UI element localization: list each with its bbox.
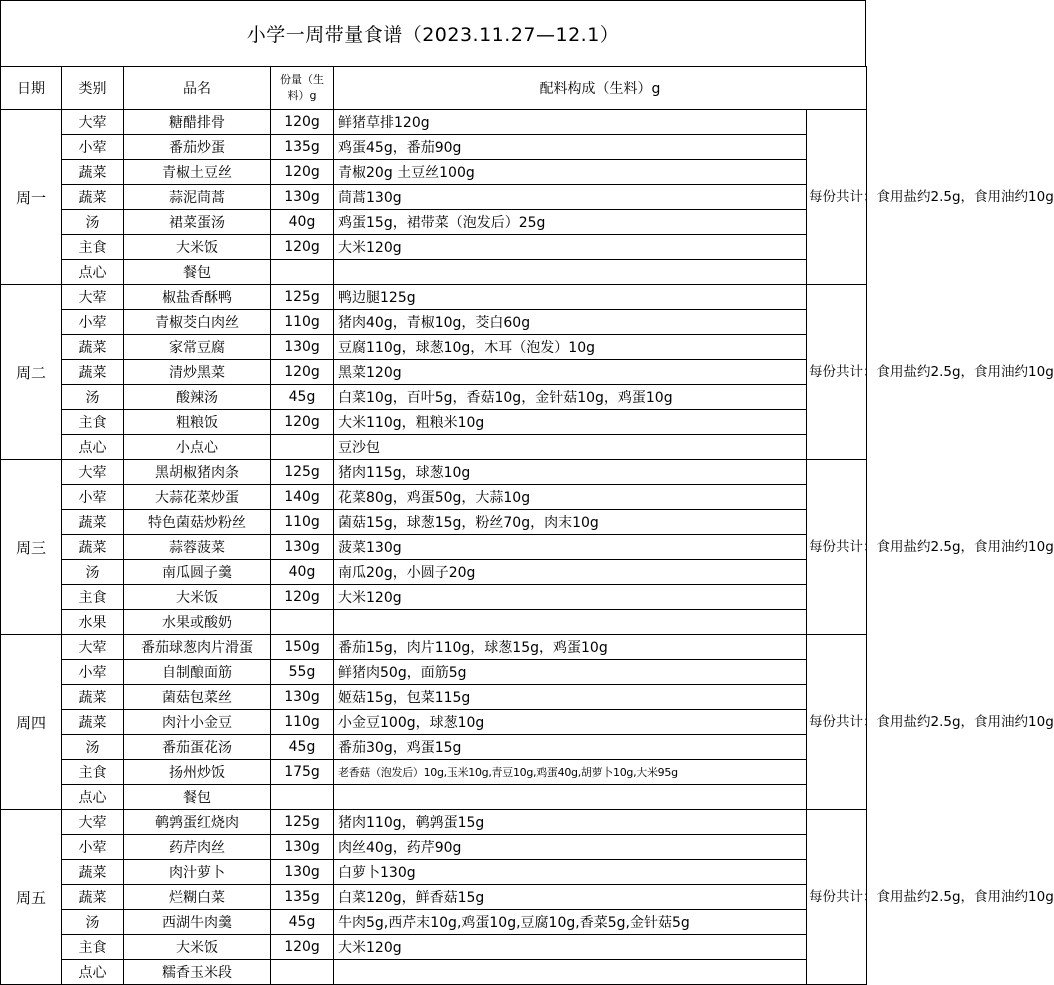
quantity-cell (271, 785, 334, 810)
ingredients-cell: 肉丝40g，药芹90g (334, 835, 807, 860)
header-quantity-line1: 份量（生 (280, 73, 324, 86)
dish-name-cell: 自制酿面筋 (124, 660, 271, 685)
quantity-cell: 45g (271, 735, 334, 760)
dish-name-cell: 扬州炒饭 (124, 760, 271, 785)
table-row (1, 535, 867, 560)
quantity-cell: 120g (271, 360, 334, 385)
ingredients-cell: 豆沙包 (334, 435, 807, 460)
dish-name-cell: 南瓜圆子羹 (124, 560, 271, 585)
table-row (1, 810, 867, 835)
ingredients-cell: 小金豆100g，球葱10g (334, 710, 807, 735)
dish-name-cell: 酸辣汤 (124, 385, 271, 410)
ingredients-cell: 番茄30g，鸡蛋15g (334, 735, 807, 760)
category-cell: 点心 (62, 960, 124, 985)
ingredients-cell (334, 610, 807, 635)
table-row (1, 585, 867, 610)
table-row (1, 460, 867, 485)
category-cell: 小荤 (62, 135, 124, 160)
table-row (1, 760, 867, 785)
quantity-cell: 130g (271, 535, 334, 560)
category-cell: 汤 (62, 210, 124, 235)
day-label: 周三 (1, 460, 62, 635)
ingredients-cell: 菌菇15g，球葱15g，粉丝70g，肉末10g (334, 510, 807, 535)
quantity-cell: 130g (271, 335, 334, 360)
category-cell: 主食 (62, 935, 124, 960)
category-cell: 大荤 (62, 460, 124, 485)
table-row (1, 385, 867, 410)
dish-name-cell: 番茄炒蛋 (124, 135, 271, 160)
category-cell: 主食 (62, 235, 124, 260)
category-cell: 小荤 (62, 835, 124, 860)
quantity-cell: 125g (271, 285, 334, 310)
dish-name-cell: 特色菌菇炒粉丝 (124, 510, 271, 535)
category-cell: 蔬菜 (62, 335, 124, 360)
quantity-cell: 175g (271, 760, 334, 785)
ingredients-cell: 鲜猪肉50g，面筋5g (334, 660, 807, 685)
dish-name-cell: 青椒土豆丝 (124, 160, 271, 185)
nutrition-note: 每份共计：食用盐约2.5g，食用油约10g (807, 460, 867, 635)
table-row (1, 635, 867, 660)
dish-name-cell: 鹌鹑蛋红烧肉 (124, 810, 271, 835)
quantity-cell: 150g (271, 635, 334, 660)
ingredients-cell: 姬菇15g，包菜115g (334, 685, 807, 710)
ingredients-cell (334, 260, 807, 285)
quantity-cell: 120g (271, 110, 334, 135)
ingredients-cell: 白菜10g，百叶5g，香菇10g，金针菇10g，鸡蛋10g (334, 385, 807, 410)
category-cell: 大荤 (62, 110, 124, 135)
ingredients-cell: 鸡蛋45g，番茄90g (334, 135, 807, 160)
quantity-cell: 130g (271, 835, 334, 860)
header-category: 类别 (62, 67, 124, 110)
quantity-cell: 135g (271, 135, 334, 160)
header-quantity-line2: 料）g (287, 89, 317, 102)
dish-name-cell: 大蒜花菜炒蛋 (124, 485, 271, 510)
nutrition-note: 每份共计：食用盐约2.5g，食用油约10g (807, 285, 867, 460)
day-label: 周五 (1, 810, 62, 985)
quantity-cell: 45g (271, 385, 334, 410)
category-cell: 点心 (62, 785, 124, 810)
table-row (1, 960, 867, 985)
quantity-cell: 110g (271, 310, 334, 335)
nutrition-note: 每份共计：食用盐约2.5g，食用油约10g (807, 810, 867, 985)
ingredients-cell: 茼蒿130g (334, 185, 807, 210)
category-cell: 小荤 (62, 660, 124, 685)
table-row (1, 610, 867, 635)
dish-name-cell: 蒜蓉菠菜 (124, 535, 271, 560)
category-cell: 水果 (62, 610, 124, 635)
category-cell: 小荤 (62, 310, 124, 335)
table-row (1, 735, 867, 760)
quantity-cell: 140g (271, 485, 334, 510)
quantity-cell: 130g (271, 685, 334, 710)
quantity-cell: 40g (271, 560, 334, 585)
ingredients-cell: 白菜120g，鲜香菇15g (334, 885, 807, 910)
quantity-cell: 110g (271, 710, 334, 735)
quantity-cell: 55g (271, 660, 334, 685)
table-row (1, 310, 867, 335)
header-ingredients: 配料构成（生料）g (334, 67, 867, 110)
day-label: 周二 (1, 285, 62, 460)
ingredients-cell: 大米120g (334, 235, 807, 260)
ingredients-cell: 黑菜120g (334, 360, 807, 385)
table-row (1, 885, 867, 910)
quantity-cell: 40g (271, 210, 334, 235)
page-title: 小学一周带量食谱（2023.11.27—12.1） (0, 0, 866, 66)
quantity-cell: 120g (271, 410, 334, 435)
dish-name-cell: 餐包 (124, 785, 271, 810)
table-row (1, 685, 867, 710)
ingredients-cell: 南瓜20g，小圆子20g (334, 560, 807, 585)
ingredients-cell: 菠菜130g (334, 535, 807, 560)
ingredients-cell: 大米120g (334, 935, 807, 960)
table-row (1, 485, 867, 510)
table-row (1, 285, 867, 310)
category-cell: 蔬菜 (62, 185, 124, 210)
dish-name-cell: 家常豆腐 (124, 335, 271, 360)
dish-name-cell: 清炒黑菜 (124, 360, 271, 385)
ingredients-cell: 牛肉5g,西芹末10g,鸡蛋10g,豆腐10g,香菜5g,金针菇5g (334, 910, 807, 935)
header-row (1, 67, 867, 110)
dish-name-cell: 大米饭 (124, 585, 271, 610)
table-row (1, 335, 867, 360)
table-row (1, 835, 867, 860)
quantity-cell (271, 610, 334, 635)
ingredients-cell: 猪肉110g，鹌鹑蛋15g (334, 810, 807, 835)
category-cell: 大荤 (62, 285, 124, 310)
ingredients-cell: 猪肉115g，球葱10g (334, 460, 807, 485)
nutrition-note: 每份共计：食用盐约2.5g，食用油约10g (807, 110, 867, 285)
dish-name-cell: 药芹肉丝 (124, 835, 271, 860)
category-cell: 蔬菜 (62, 510, 124, 535)
dish-name-cell: 水果或酸奶 (124, 610, 271, 635)
quantity-cell: 130g (271, 860, 334, 885)
quantity-cell: 120g (271, 235, 334, 260)
dish-name-cell: 蒜泥茼蒿 (124, 185, 271, 210)
day-label: 周一 (1, 110, 62, 285)
ingredients-cell: 番茄15g，肉片110g，球葱15g，鸡蛋10g (334, 635, 807, 660)
header-date: 日期 (1, 67, 62, 110)
ingredients-cell: 白萝卜130g (334, 860, 807, 885)
table-row (1, 785, 867, 810)
header-quantity (271, 67, 334, 110)
table-row (1, 510, 867, 535)
category-cell: 点心 (62, 260, 124, 285)
table-row (1, 185, 867, 210)
quantity-cell: 120g (271, 160, 334, 185)
category-cell: 蔬菜 (62, 160, 124, 185)
ingredients-cell: 豆腐110g，球葱10g，木耳（泡发）10g (334, 335, 807, 360)
dish-name-cell: 烂糊白菜 (124, 885, 271, 910)
dish-name-cell: 小点心 (124, 435, 271, 460)
ingredients-cell: 大米110g，粗粮米10g (334, 410, 807, 435)
ingredients-cell (334, 785, 807, 810)
table-row (1, 710, 867, 735)
category-cell: 蔬菜 (62, 360, 124, 385)
dish-name-cell: 糖醋排骨 (124, 110, 271, 135)
quantity-cell: 135g (271, 885, 334, 910)
table-row (1, 135, 867, 160)
category-cell: 小荤 (62, 485, 124, 510)
dish-name-cell: 番茄球葱肉片滑蛋 (124, 635, 271, 660)
category-cell: 汤 (62, 735, 124, 760)
category-cell: 大荤 (62, 810, 124, 835)
weekly-menu-table (0, 66, 1054, 985)
category-cell: 汤 (62, 910, 124, 935)
ingredients-cell (334, 960, 807, 985)
dish-name-cell: 裙菜蛋汤 (124, 210, 271, 235)
quantity-cell: 45g (271, 910, 334, 935)
dish-name-cell: 西湖牛肉羹 (124, 910, 271, 935)
menu-body (1, 110, 1054, 985)
table-row (1, 260, 867, 285)
ingredients-cell: 花菜80g，鸡蛋50g，大蒜10g (334, 485, 807, 510)
dish-name-cell: 番茄蛋花汤 (124, 735, 271, 760)
table-row (1, 110, 867, 135)
category-cell: 蔬菜 (62, 860, 124, 885)
table-row (1, 660, 867, 685)
table-row (1, 560, 867, 585)
dish-name-cell: 黑胡椒猪肉条 (124, 460, 271, 485)
quantity-cell: 110g (271, 510, 334, 535)
category-cell: 汤 (62, 385, 124, 410)
ingredients-cell: 鸭边腿125g (334, 285, 807, 310)
ingredients-cell: 鲜猪草排120g (334, 110, 807, 135)
table-row (1, 435, 867, 460)
nutrition-note: 每份共计：食用盐约2.5g，食用油约10g (807, 635, 867, 810)
category-cell: 点心 (62, 435, 124, 460)
dish-name-cell: 粗粮饭 (124, 410, 271, 435)
ingredients-cell: 老香菇（泡发后）10g,玉米10g,青豆10g,鸡蛋40g,胡萝卜10g,大米95g (334, 760, 807, 785)
dish-name-cell: 餐包 (124, 260, 271, 285)
dish-name-cell: 大米饭 (124, 935, 271, 960)
header-dish: 品名 (124, 67, 271, 110)
category-cell: 蔬菜 (62, 685, 124, 710)
dish-name-cell: 大米饭 (124, 235, 271, 260)
ingredients-cell: 猪肉40g，青椒10g，茭白60g (334, 310, 807, 335)
day-label: 周四 (1, 635, 62, 810)
table-row (1, 210, 867, 235)
table-row (1, 935, 867, 960)
ingredients-cell: 大米120g (334, 585, 807, 610)
category-cell: 汤 (62, 560, 124, 585)
table-row (1, 160, 867, 185)
category-cell: 大荤 (62, 635, 124, 660)
table-row (1, 860, 867, 885)
quantity-cell (271, 260, 334, 285)
dish-name-cell: 菌菇包菜丝 (124, 685, 271, 710)
dish-name-cell: 椒盐香酥鸭 (124, 285, 271, 310)
quantity-cell: 125g (271, 460, 334, 485)
quantity-cell: 125g (271, 810, 334, 835)
quantity-cell (271, 435, 334, 460)
category-cell: 蔬菜 (62, 885, 124, 910)
dish-name-cell: 糯香玉米段 (124, 960, 271, 985)
table-row (1, 910, 867, 935)
dish-name-cell: 肉汁小金豆 (124, 710, 271, 735)
category-cell: 主食 (62, 410, 124, 435)
dish-name-cell: 肉汁萝卜 (124, 860, 271, 885)
quantity-cell: 120g (271, 935, 334, 960)
category-cell: 蔬菜 (62, 710, 124, 735)
category-cell: 蔬菜 (62, 535, 124, 560)
quantity-cell (271, 960, 334, 985)
ingredients-cell: 鸡蛋15g，裙带菜（泡发后）25g (334, 210, 807, 235)
category-cell: 主食 (62, 760, 124, 785)
category-cell: 主食 (62, 585, 124, 610)
quantity-cell: 130g (271, 185, 334, 210)
table-row (1, 360, 867, 385)
quantity-cell: 120g (271, 585, 334, 610)
table-row (1, 410, 867, 435)
ingredients-cell: 青椒20g 土豆丝100g (334, 160, 807, 185)
dish-name-cell: 青椒茭白肉丝 (124, 310, 271, 335)
table-row (1, 235, 867, 260)
